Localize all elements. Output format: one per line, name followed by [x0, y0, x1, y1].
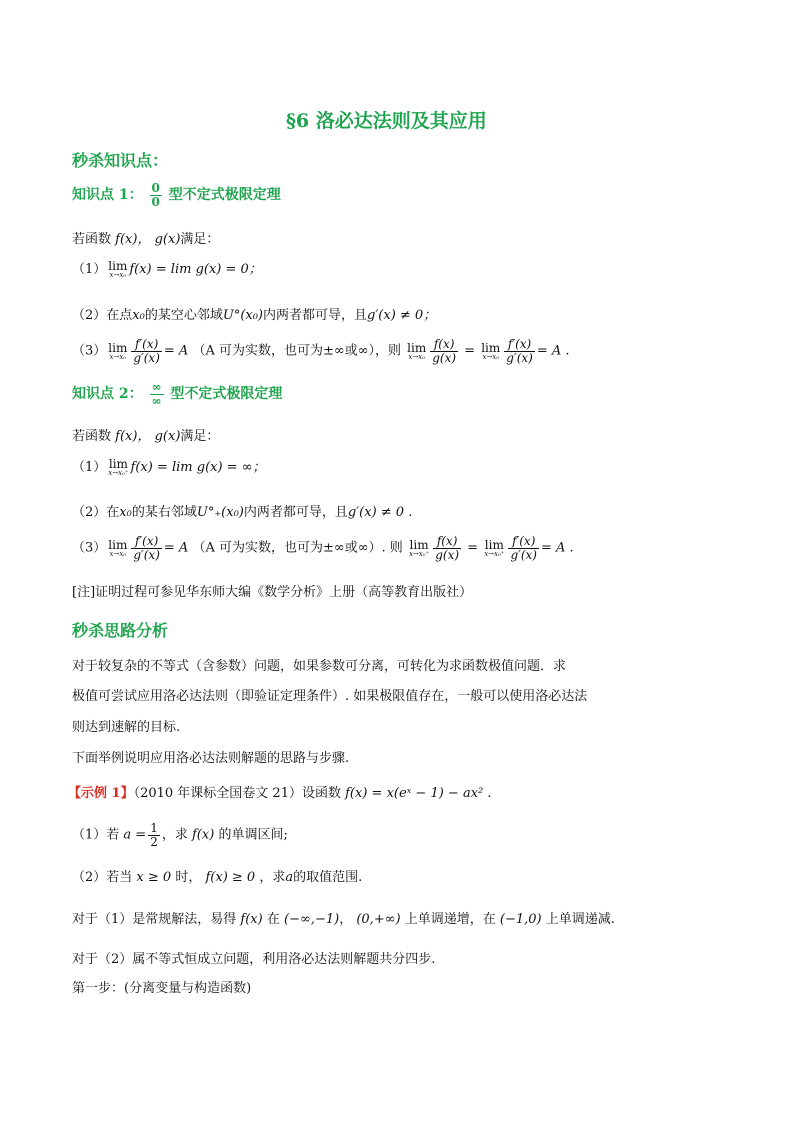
example-tag: 【示例 1】	[68, 786, 134, 801]
example-1: 【示例 1】（2010 年课标全国卷文 21）设函数 f(x) = x(eˣ − 1) − ax² .	[68, 786, 492, 801]
paragraph-line-3: 则达到速解的目标.	[72, 720, 181, 735]
kp1-condition-1: （1） lim x→x₀ f(x) = lim g(x) = 0；	[72, 259, 262, 279]
kp2-condition-1: （1） lim x→x₀⁺ f(x) = lim g(x) = ∞；	[72, 457, 266, 477]
answer-2: 对于（2）属不等式恒成立问题，利用洛必达法则解题共分四步.	[72, 952, 436, 967]
page-title: §6 洛必达法则及其应用	[286, 110, 487, 132]
kp1-intro: 若函数 f(x)， g(x)满足：	[72, 232, 220, 247]
kp1-suffix: 型不定式极限定理	[168, 187, 281, 204]
step-1: 第一步：(分离变量与构造函数)	[72, 981, 252, 996]
question-2: （2）若当 x ≥ 0 时， f(x) ≥ 0 ，求a的取值范围.	[72, 870, 363, 885]
note: [注]证明过程可参见华东师大编《数学分析》上册（高等教育出版社）	[72, 585, 473, 600]
kp2-fraction: $\frac{\infty}{\infty}$	[151, 380, 162, 408]
question-1: （1）若 a = $\frac{1}{2}$ ，求 f(x) 的单调区间;	[72, 821, 288, 849]
kp2-condition-3: （3） lim x→x₀ $\frac{f'(x)}{g'(x)}$ = A （A 可为实数，也可为±∞或∞）. 则 lim x→x₀⁺ $\frac{f(x)}{g(x)}$ = lim x→x₀⁺ $\frac{f'(x)}{g'(x)}$ = A .	[72, 534, 574, 562]
kp1-label: 知识点 1：	[72, 187, 143, 204]
section-heading-knowledge: 秒杀知识点：	[72, 151, 169, 170]
kp2-heading	[72, 381, 282, 407]
paragraph-line-2: 极值可尝试应用洛必达法则（即验证定理条件）. 如果极限值存在，一般可以使用洛必达法	[72, 689, 588, 704]
kp2-condition-2: （2）在x₀的某右邻域U°₊(x₀)内两者都可导，且g′(x) ≠ 0 .	[72, 505, 413, 520]
paragraph-line-1: 对于较复杂的不等式（含参数）问题，如果参数可分离，可转化为求函数极值问题．求	[72, 659, 567, 674]
kp1-heading	[72, 182, 281, 208]
answer-1: 对于（1）是常规解法，易得 f(x) 在 (−∞,−1)， (0,+∞) 上单调递增，在 (−1,0) 上单调递减.	[72, 912, 615, 927]
kp1-fraction: $\frac{0}{0}$	[151, 181, 160, 209]
kp1-condition-3: （3） lim x→x₀ $\frac{f'(x)}{g'(x)}$ = A （A 可为实数，也可为±∞或∞），则 lim x→x₀ $\frac{f(x)}{g(x)}$ = lim x→x₀ $\frac{f'(x)}{g'(x)}$ = A .	[72, 337, 570, 365]
kp2-intro: 若函数 f(x)， g(x)满足：	[72, 429, 220, 444]
kp1-condition-2: （2）在点x₀的某空心邻域U°(x₀)内两者都可导，且g′(x) ≠ 0；	[72, 308, 437, 323]
kp2-suffix: 型不定式极限定理	[170, 386, 283, 403]
section-heading-analysis: 秒杀思路分析	[72, 621, 169, 640]
kp2-label: 知识点 2：	[72, 386, 143, 403]
paragraph-line-4: 下面举例说明应用洛必达法则解题的思路与步骤.	[72, 751, 350, 766]
